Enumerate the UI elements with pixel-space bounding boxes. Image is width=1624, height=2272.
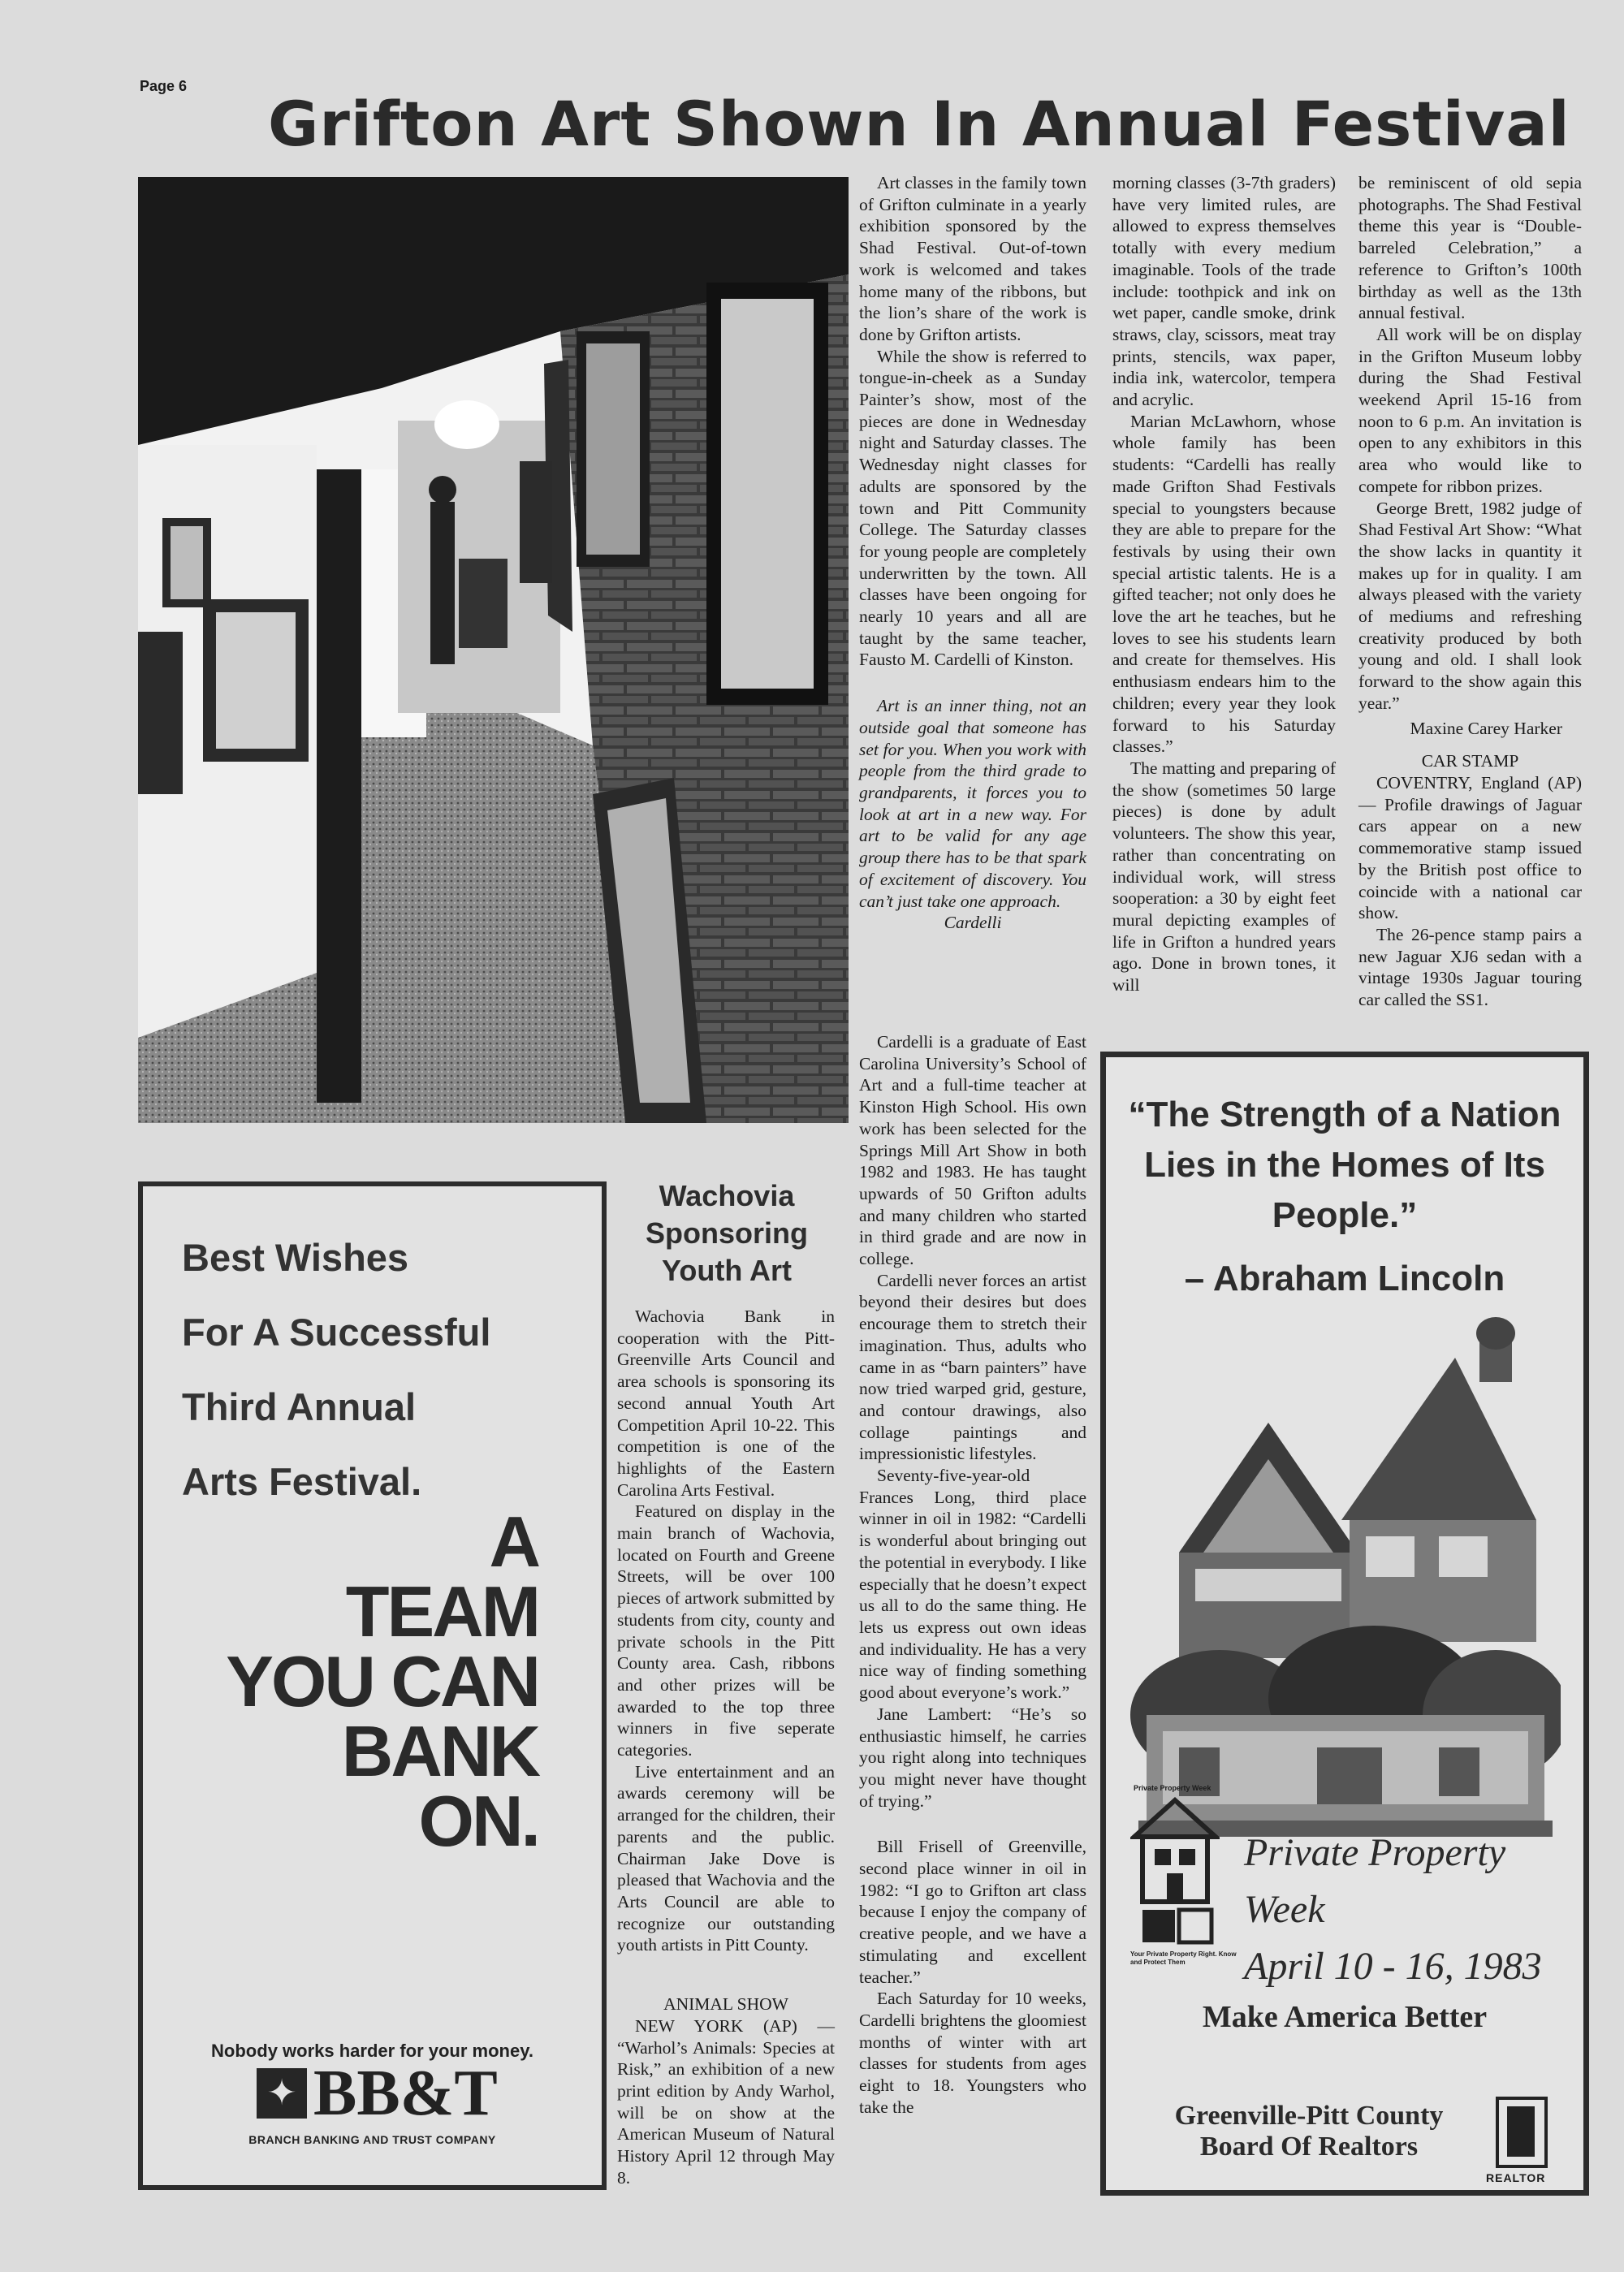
organization-name — [1122, 2101, 1496, 2162]
slogan: Make America Better — [1202, 2000, 1488, 2034]
car-stamp-paragraph: The 26-pence stamp pairs a new Jaguar XJ6 sedan with a vintage 1930s Jaguar touring car called the SS1. — [1358, 924, 1582, 1010]
realtor-mark: REALTOR — [1486, 2171, 1546, 2184]
bbt-slogan — [226, 1501, 538, 1861]
bbt-slogan-line: YOU CAN — [226, 1641, 538, 1721]
wachovia-headline: Wachovia Sponsoring Youth Art — [646, 1179, 808, 1287]
star-icon: ✦ — [257, 2068, 307, 2119]
pullquote: Art is an inner thing, not an outside goal that someone has set for you. When you work with people from the third grade to grandparents, it forces you to look at art in a new way. For art to be valid for any age group there has to be that spark of excitement of discovery. You can’t just take one approach. — [859, 696, 1086, 911]
bbt-wish-line: For A Successful — [182, 1311, 491, 1354]
article-paragraph: While the show is referred to tongue-in-cheek as a Sunday Painter’s show, most of the pieces are done in Wednesday night and Saturday classes. The Wednesday night classes for adults are sponsored by the town and Pitt Community College. The Saturday classes for young people are completely underwritten by the town. All classes have been ongoing for nearly 10 years and all are taught by the same teacher, Fausto M. Cardelli of Kinston. — [859, 346, 1086, 670]
animal-show-heading: ANIMAL SHOW — [663, 1994, 788, 2015]
gallery-photo — [138, 177, 849, 1123]
icon-caption: Private Property Week — [1134, 1784, 1212, 1792]
event-block — [1244, 1825, 1583, 1995]
bbt-wish-line: Third Annual — [182, 1385, 417, 1428]
organization-line: Board Of Realtors — [1199, 2132, 1419, 2162]
house-icon — [1130, 1788, 1220, 1950]
car-stamp-heading: CAR STAMP — [1421, 751, 1519, 771]
bbt-slogan-line: ON. — [418, 1781, 538, 1861]
article-column-3 — [1112, 172, 1336, 996]
bbt-slogan-line: BANK — [341, 1711, 538, 1791]
article-column-1 — [859, 172, 1086, 934]
article-paragraph: All work will be on display in the Grifton Museum lobby during the Shad Festival weekend April 15-16 from noon to 6 p.m. An invitation is open to any exhibitors in this area who would like to compete for ribbon prizes. — [1358, 324, 1582, 496]
icon-caption-secondary: Your Private Property Right. Know and Protect Them — [1130, 1950, 1237, 1966]
realtor-logo-icon — [1496, 2097, 1548, 2168]
bbt-slogan-line: A — [489, 1501, 538, 1582]
article-paragraph: Bill Frisell of Greenville, second place winner in oil in 1982: “I go to Grifton art class because I enjoy the company of creative people, and we have a stimulating and excellent teacher.” — [859, 1837, 1086, 1987]
article-byline: Maxine Carey Harker — [1410, 718, 1562, 738]
lincoln-quote: “The Strength of a Nation Lies in the Homes of Its People.” — [1128, 1095, 1561, 1235]
article-paragraph: Cardelli is a graduate of East Carolina University’s School of Art and a full-time teacher at Kinston High School. His own work has been selected for the Springs Mill Art Show in both 1982 and 1983. He has taught upwards of 50 Grifton adults and many children who started in third grade and are now in college. — [859, 1032, 1086, 1269]
bbt-full-name: BRANCH BANKING AND TRUST COMPANY — [248, 2133, 496, 2146]
event-dates: April 10 - 16, 1983 — [1244, 1945, 1542, 1988]
organization-line: Greenville-Pitt County — [1174, 2101, 1444, 2131]
wachovia-paragraph: Featured on display in the main branch of Wachovia, located on Fourth and Greene Streets, will be over 100 pieces of artwork submitted by students from city, county and private schools in the Pitt County area. Cash, ribbons and other prizes will be awarded to the top three winners in five seperate categories. — [617, 1501, 835, 1760]
bbt-logo-text: BB&T — [313, 2058, 498, 2129]
article-paragraph: The matting and preparing of the show (sometimes 50 large pieces) is done by adult volunteers. The show this year, rather than concentrating on individual work, will stress sooperation: a 30 by eight feet mural depicting examples of life in Grifton a hundred years ago. Done in brown tones, it will — [1112, 758, 1336, 996]
wachovia-paragraph: Live entertainment and an awards ceremony will be arranged for the children, their parents and the public. Chairman Jake Dove is pleased that Wachovia and the Arts Council are able to recognize our outstanding youth artists in Pitt County. — [617, 1761, 835, 1955]
house-illustration — [1130, 1309, 1561, 1845]
article-paragraph: George Brett, 1982 judge of Shad Festival Art Show: “What the show lacks in quantity it makes up for in quality. I am always pleased with the variety of mediums and refreshing creativity produced by both young and old. I shall look forward to the show again this year.” — [1358, 498, 1582, 713]
bbt-tagline: Nobody works harder for your money. — [211, 2041, 533, 2061]
article-column-2 — [859, 1031, 1086, 2118]
article-paragraph: Cardelli never forces an artist beyond their desires but does encourage them to stretch their imagination. Thus, adults who came in as “barn painters” have now tried warped grid, gesture, and contour drawings, also collage paintings and impressionistic lifestyles. — [859, 1270, 1086, 1464]
wachovia-paragraph: Wachovia Bank in cooperation with the Pitt-Greenville Arts Council and area schools is sponsoring its second annual Youth Art Competition April 10-22. This competition is one of the highlights of the Eastern Carolina Arts Festival. — [617, 1307, 835, 1500]
article-paragraph: be reminiscent of old sepia photographs. The Shad Festival theme this year is “Double-barreled Celebration,” a reference to Grifton’s 100th birthday as well as the 13th annual festival. — [1358, 173, 1582, 323]
event-title: Private Property Week — [1244, 1831, 1506, 1931]
bbt-logo — [257, 2058, 498, 2129]
bbt-slogan-line: TEAM — [345, 1571, 538, 1652]
article-paragraph: Seventy-five-year-old Frances Long, third place winner in oil in 1982: “Cardelli is wonderful about bringing out the potential in everybody. I like especially that he doesn’t expect us all to do the same thing. He lets us express out own ideas and individuality. He has a very nice way of finding something good about everyone’s work.” — [859, 1466, 1086, 1703]
article-paragraph: Art classes in the family town of Grifton culminate in a yearly exhibition sponsored by the Shad Festival. Out-of-town work is welcomed and takes home many of the ribbons, but the lion’s share of the work is done by Grifton artists. — [859, 173, 1086, 344]
article-paragraph: morning classes (3-7th graders) have very limited rules, are allowed to express themselves totally with every medium imaginable. Tools of the trade include: toothpick and ink on wet paper, candle smoke, drink straws, clay, scissors, meat tray prints, stencils, wax paper, india ink, watercolor, tempera and acrylic. — [1112, 173, 1336, 410]
quote-attribution: – Abraham Lincoln — [1184, 1259, 1505, 1298]
bbt-wish-line: Best Wishes — [182, 1236, 409, 1279]
article-paragraph: Marian McLawhorn, whose whole family has been students: “Cardelli has really made Grifton Shad Festivals special to youngsters because they are able to prepare for the festivals by using their own special artistic talents. He is a gifted teacher; not only does he love the art he teaches, but he loves to see his students learn and create for themselves. His enthusiasm endears him to the children; every year they look forward to his Saturday classes.” — [1112, 411, 1336, 757]
pullquote-attribution: Cardelli — [944, 913, 1002, 933]
bbt-wish-line: Arts Festival. — [182, 1460, 422, 1503]
car-stamp-paragraph: COVENTRY, England (AP) — Profile drawings of Jaguar cars appear on a new commemorative stamp issued by the British post office to coincide with a national car show. — [1358, 772, 1582, 923]
bbt-wishes — [182, 1220, 490, 1519]
wachovia-story — [617, 1306, 835, 2188]
article-paragraph: Each Saturday for 10 weeks, Cardelli brightens the gloomiest months of winter with art classes for students from ages eight to 18. Youngsters who take the — [859, 1989, 1086, 2117]
page-number: Page 6 — [140, 78, 188, 94]
article-column-4 — [1358, 172, 1582, 1011]
realtor-advertisement — [1100, 1052, 1589, 2196]
animal-show-paragraph: NEW YORK (AP) — “Warhol’s Animals: Species at Risk,” an exhibition of a new print edition by Andy Warhol, will be on show at the American Museum of Natural History April 12 through May 8. — [617, 2015, 835, 2188]
bbt-advertisement — [138, 1181, 607, 2190]
headline: Grifton Art Shown In Annual Festival — [268, 88, 1570, 160]
article-paragraph: Jane Lambert: “He’s so enthusiastic himself, he carries you right along into techniques you might never have thought of trying.” — [859, 1704, 1086, 1811]
